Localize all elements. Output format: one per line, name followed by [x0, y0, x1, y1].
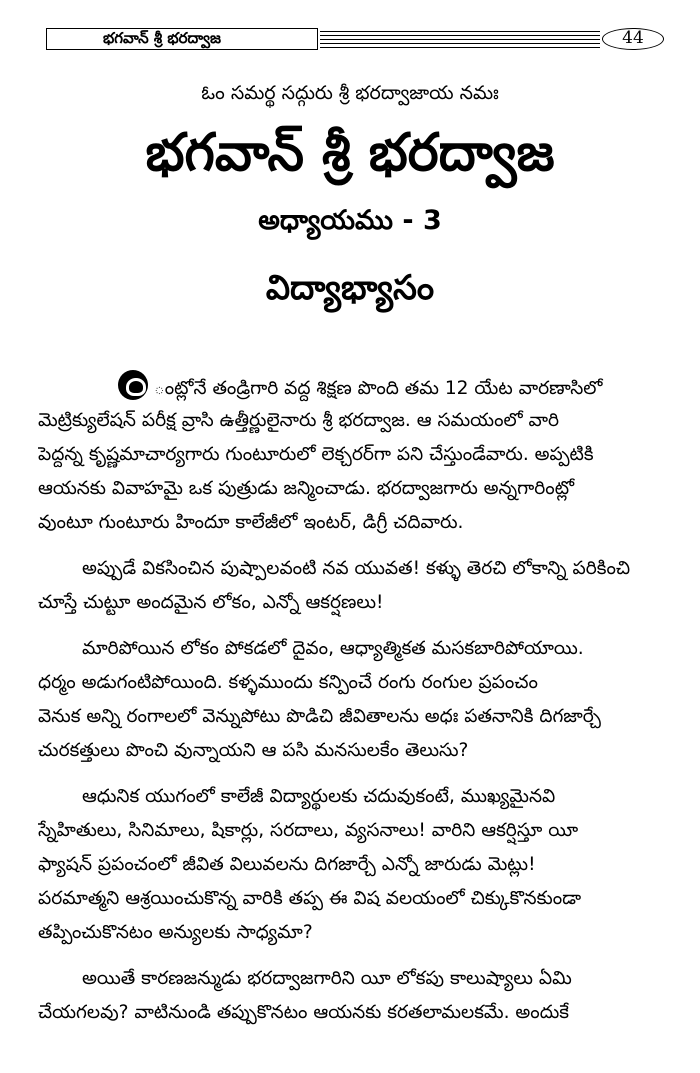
paragraph-line: చురకత్తులు పొంచి వున్నాయని ఆ పసి మనసులకేం తెలుసు?	[38, 740, 469, 761]
running-title: భగవాన్ శ్రీ భరద్వాజ	[46, 28, 318, 50]
paragraph-line: పరమాత్మని ఆశ్రయించుకొన్న వారికి తప్ప ఈ విష వలయంలో చిక్కుకొనకుండా	[38, 888, 582, 909]
header-rule-lines	[320, 31, 600, 47]
paragraph-line: పెద్దన్న కృష్ణమాచార్యగారు గుంటూరులో లెక్చరర్‌గా పని చేస్తుండేవారు. అప్పటికి	[38, 444, 594, 465]
running-header	[46, 28, 662, 50]
paragraph-line: తప్పించుకొనటం అన్యులకు సాధ్యమా?	[38, 922, 313, 943]
page-number: 44	[602, 28, 664, 50]
dropcap-letter-icon	[118, 370, 148, 400]
paragraph-line: ంట్లోనే తండ్రిగారి వద్ద శిక్షణ పొంది తమ 12 యేట వారణాసిలో	[38, 370, 662, 404]
paragraph-line: మారిపోయిన లోకం పోకడలో దైవం, ఆధ్యాత్మికత మసకబారిపోయాయి.	[82, 638, 584, 659]
paragraph-line: వుంటూ గుంటూరు హిందూ కాలేజీలో ఇంటర్, డిగ్రీ చదివారు.	[38, 512, 464, 533]
paragraph-line: ఆధునిక యుగంలో కాలేజీ విద్యార్థులకు చదువుకంటే, ముఖ్యమైనవి	[82, 786, 556, 807]
paragraph-line: స్నేహితులు, సినిమాలు, షికార్లు, సరదాలు, వ్యసనాలు! వారిని ఆకర్షిస్తూ యీ	[38, 820, 579, 841]
paragraph-line: చేయగలవు? వాటినుండి తప్పుకొనటం ఆయనకు కరతలామలకమే. అందుకే	[38, 1002, 569, 1023]
chapter-number: అధ్యాయము - 3	[258, 205, 442, 236]
paragraph-line: వెనుక అన్ని రంగాలలో వెన్నుపోటు పొడిచి జీవితాలను అధః పతనానికి దిగజార్చే	[38, 706, 601, 727]
body-text	[38, 370, 662, 1030]
paragraph-line: అయితే కారణజన్ముడు భరద్వాజగారిని యీ లోకపు కాలుష్యాలు ఏమి	[82, 968, 572, 989]
invocation-line: ఓం సమర్థ సద్గురు శ్రీ భరద్వాజాయ నమః	[201, 82, 499, 104]
paragraph-line: ఫ్యాషన్ ప్రపంచంలో జీవిత విలువలను దిగజార్చే ఎన్నో జారుడు మెట్లు!	[38, 854, 536, 875]
paragraph-line: ఆయనకు వివాహమై ఒక పుత్రుడు జన్మించాడు. భరద్వాజగారు అన్నగారింట్లో	[38, 478, 575, 499]
paragraph-line: చూస్తే చుట్టూ అందమైన లోకం, ఎన్నో ఆకర్షణలు!	[38, 592, 384, 613]
chapter-title: విద్యాభ్యాసం	[265, 268, 435, 308]
book-title: భగవాన్ శ్రీ భరద్వాజ	[145, 123, 555, 183]
paragraph-line: అప్పుడే వికసించిన పుష్పాలవంటి నవ యువత! కళ్ళు తెరచి లోకాన్ని పరికించి	[82, 558, 631, 579]
paragraph-line: ధర్మం అడుగంటిపోయింది. కళ్ళముందు కన్పించే రంగు రంగుల ప్రపంచం	[38, 672, 538, 693]
paragraph-line: మెట్రిక్యులేషన్ పరీక్ష వ్రాసి ఉత్తీర్ణులైనారు శ్రీ భరద్వాజ. ఆ సమయంలో వారి	[38, 410, 560, 431]
